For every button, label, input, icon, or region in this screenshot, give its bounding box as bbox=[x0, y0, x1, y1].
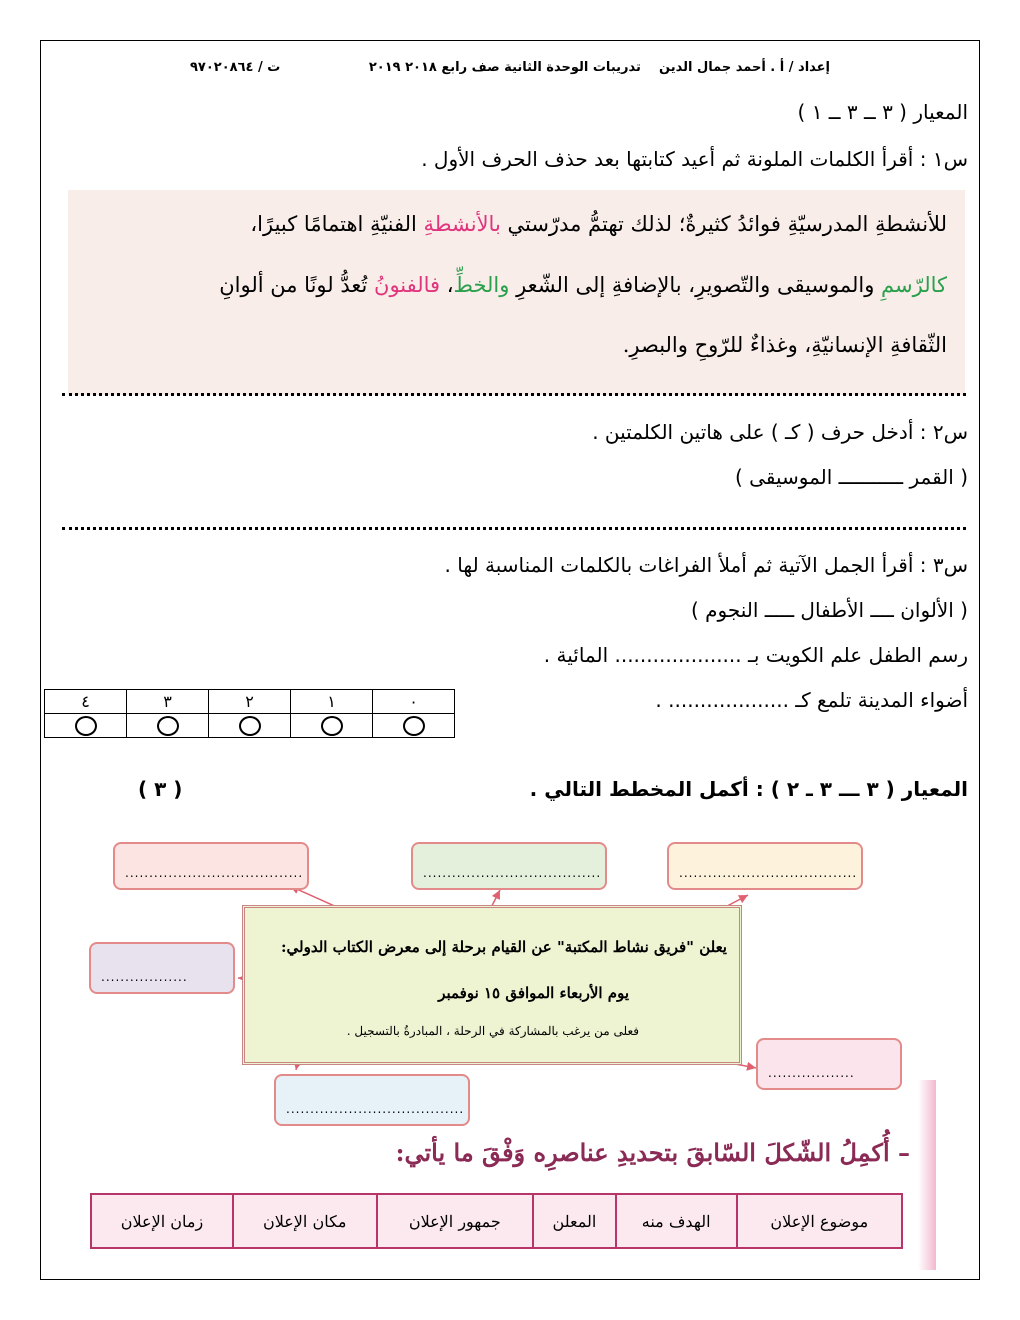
criterion-1: المعيار ( ٣ ــ ٣ ــ ١ ) bbox=[797, 100, 968, 124]
question-2: س٢ : أدخل حرف ( كـ ) على هاتين الكلمتين . bbox=[592, 420, 968, 444]
score-label: ٣ bbox=[127, 690, 209, 714]
diagram-box-right[interactable]: .................. bbox=[756, 1038, 902, 1090]
diagram-box-top-left[interactable]: ..................................... bbox=[113, 842, 309, 890]
passage-line-3: الثّقافةِ الإنسانيّةِ، وغذاءٌ للرّوحِ والبصرِ. bbox=[622, 333, 947, 357]
score-label: ٢ bbox=[209, 690, 291, 714]
diagram-box-left[interactable]: .................. bbox=[89, 942, 235, 994]
column-header: المعلن bbox=[533, 1194, 616, 1248]
question-3-words: ( الألوان ــــ الأطفال ـــــ النجوم ) bbox=[690, 598, 968, 622]
column-header: جمهور الإعلان bbox=[377, 1194, 534, 1248]
decorative-strip bbox=[918, 1080, 936, 1270]
column-header: زمان الإعلان bbox=[91, 1194, 233, 1248]
column-header: الهدف منه bbox=[616, 1194, 737, 1248]
diagram-box-bottom[interactable]: ..................................... bbox=[274, 1074, 470, 1126]
diagram-box-top-center[interactable]: ..................................... bbox=[411, 842, 607, 890]
question-1: س١ : أقرأ الكلمات الملونة ثم أعيد كتابتها بعد حذف الحرف الأول . bbox=[421, 147, 968, 171]
question-3: س٣ : أقرأ الجمل الآتية ثم أملأ الفراغات بالكلمات المناسبة لها . bbox=[444, 553, 968, 577]
column-header: مكان الإعلان bbox=[233, 1194, 377, 1248]
announcement-card bbox=[242, 905, 742, 1065]
header-phone: ت / ٩٧٠٢٠٨٦٤ bbox=[190, 60, 281, 75]
column-header: موضوع الإعلان bbox=[737, 1194, 902, 1248]
announcement-line-2: يوم الأربعاء الموافق ١٥ نوفمبر bbox=[438, 984, 629, 1002]
question-3-sentence-2: أضواء المدينة تلمع كـ ................... . bbox=[655, 688, 968, 712]
announcement-line-1: يعلن "فريق نشاط المكتبة" عن القيام برحلة إلى معرض الكتاب الدولي: bbox=[280, 938, 727, 956]
elements-header-row bbox=[91, 1194, 902, 1248]
score-label: ١ bbox=[291, 690, 373, 714]
announcement-line-3: فعلى من يرغب بالمشاركة في الرحلة ، المبادرةُ بالتسجيل . bbox=[346, 1024, 639, 1038]
passage-line-2: كالرّسمِ والموسيقى والتّصويرِ، بالإضافةِ إلى الشّعرِ والخطِّ، فالفنونُ تُعدُّ لونًا من ألوانِ bbox=[219, 273, 947, 297]
question-2-words: ( القمر ـــــــــــ الموسيقى ) bbox=[735, 465, 968, 489]
score-label: ٤ bbox=[45, 690, 127, 714]
table-instruction: – أُكمِلُ الشّكلَ السّابقَ بتحديدِ عناصرِه وَفْقَ ما يأتي: bbox=[395, 1138, 910, 1167]
elements-table bbox=[90, 1193, 903, 1249]
score-label: ٠ bbox=[373, 690, 455, 714]
criterion-2-mark: ( ٣ ) bbox=[138, 777, 183, 801]
question-3-sentence-1: رسم الطفل علم الكويت بـ .................... المائية . bbox=[543, 643, 968, 667]
diagram-box-top-right[interactable]: ..................................... bbox=[667, 842, 863, 890]
criterion-2: المعيار ( ٣ ـــ ٣ ـ ٢ ) : أكمل المخطط التالي . bbox=[529, 777, 968, 801]
passage-line-1: للأنشطةِ المدرسيّةِ فوائدُ كثيرةٌ؛ لذلك تهتمُّ مدرّستي بالأنشطةِ الفنيّةِ اهتمامًا كبيرًا، bbox=[250, 212, 947, 236]
header-author-title: إعداد / أ . أحمد جمال الدين تدريبات الوحدة الثانية صف رابع ٢٠١٨ ٢٠١٩ bbox=[368, 60, 830, 75]
